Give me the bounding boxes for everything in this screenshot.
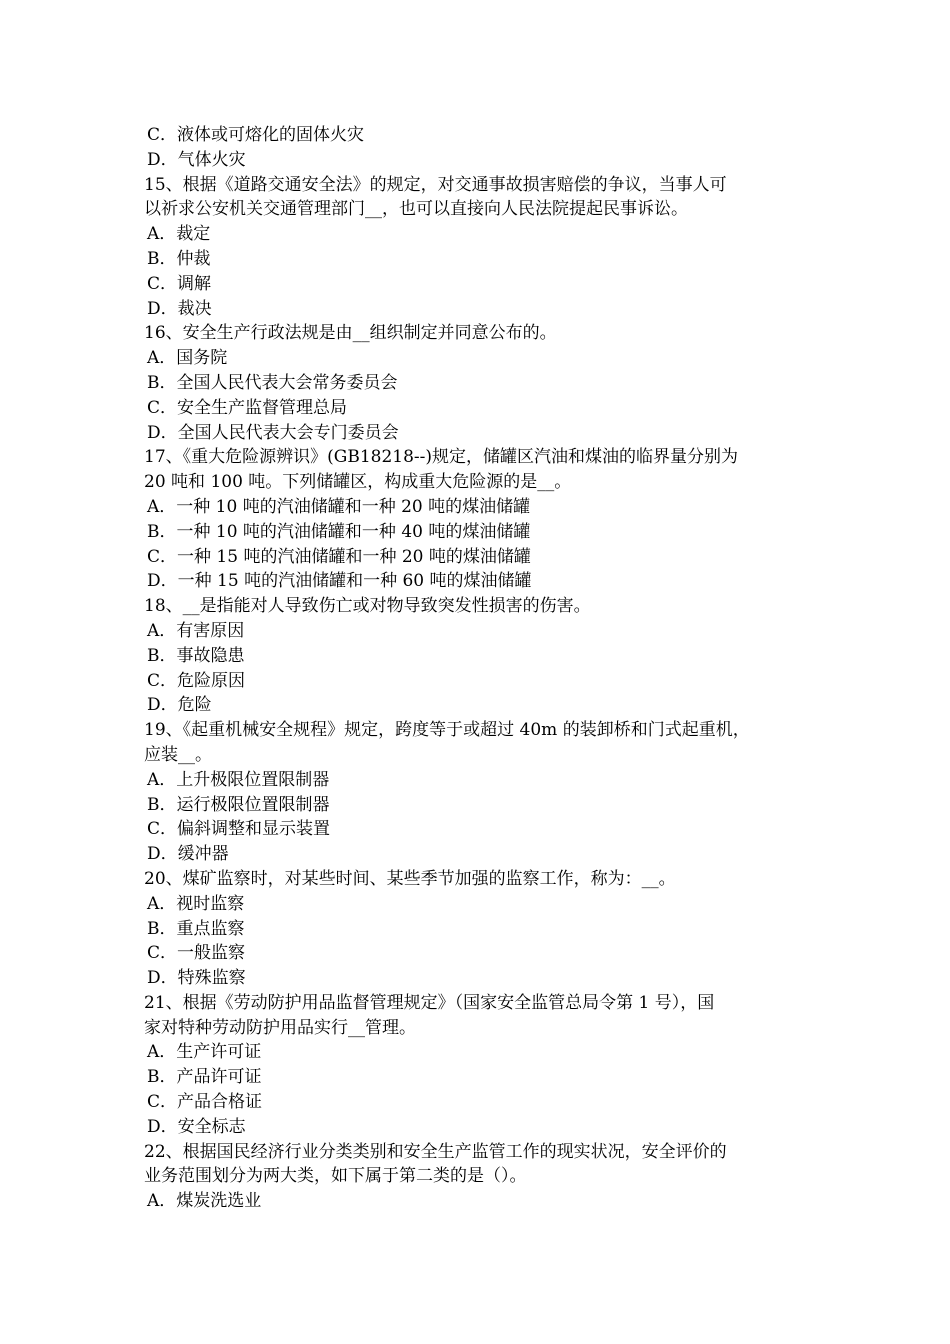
option-a-q17: A．一种 10 吨的汽油储罐和一种 20 吨的煤油储罐: [147, 496, 531, 517]
option-a-q19: A．上升极限位置限制器: [147, 769, 330, 790]
option-d-q21: D．安全标志: [147, 1116, 246, 1137]
option-b-q18: B．事故隐患: [147, 645, 245, 666]
option-c-q15: C．调解: [147, 273, 212, 294]
question-15-line-1: 15、根据《道路交通安全法》的规定，对交通事故损害赔偿的争议，当事人可: [144, 174, 727, 195]
question-22-line-1: 22、根据国民经济行业分类类别和安全生产监管工作的现实状况，安全评价的: [144, 1141, 727, 1162]
option-d-q16: D．全国人民代表大会专门委员会: [147, 422, 399, 443]
option-b-q16: B．全国人民代表大会常务委员会: [147, 372, 398, 393]
option-c-q18: C．危险原因: [147, 670, 246, 691]
option-d-q17: D．一种 15 吨的汽油储罐和一种 60 吨的煤油储罐: [147, 571, 532, 592]
option-d-q20: D．特殊监察: [147, 968, 246, 989]
question-19-line-1: 19、《起重机械安全规程》规定，跨度等于或超过 40m 的装卸桥和门式起重机，: [144, 720, 750, 741]
option-d-q19: D．缓冲器: [147, 844, 229, 865]
question-17-line-2: 20 吨和 100 吨。下列储罐区，构成重大危险源的是__。: [144, 472, 572, 493]
option-a-q16: A．国务院: [147, 348, 228, 369]
option-c-q20: C．一般监察: [147, 943, 246, 964]
option-d-q18: D．危险: [147, 695, 212, 716]
question-15-line-2: 以祈求公安机关交通管理部门__，也可以直接向人民法院提起民事诉讼。: [144, 199, 688, 220]
option-a-q21: A．生产许可证: [147, 1042, 262, 1063]
question-22-line-2: 业务范围划分为两大类，如下属于第二类的是（）。: [144, 1166, 527, 1187]
question-21-line-1: 21、根据《劳动防护用品监督管理规定》（国家安全监管总局令第 1 号），国: [144, 992, 715, 1013]
option-b-q17: B．一种 10 吨的汽油储罐和一种 40 吨的煤油储罐: [147, 521, 531, 542]
option-b-q15: B．仲裁: [147, 248, 211, 269]
option-a-q22: A．煤炭洗选业: [147, 1191, 262, 1212]
option-d-q15: D．裁决: [147, 298, 212, 319]
question-19-line-2: 应装__。: [144, 744, 212, 765]
question-18: 18、__是指能对人导致伤亡或对物导致突发性损害的伤害。: [144, 596, 591, 617]
option-c-q21: C．产品合格证: [147, 1092, 263, 1113]
option-a-q20: A．视时监察: [147, 893, 245, 914]
question-17-line-1: 17、《重大危险源辨识》(GB18218--)规定，储罐区汽油和煤油的临界量分别为: [144, 447, 739, 468]
question-20: 20、煤矿监察时，对某些时间、某些季节加强的监察工作，称为：__。: [144, 868, 676, 889]
option-a-q18: A．有害原因: [147, 620, 245, 641]
option-c-q17: C．一种 15 吨的汽油储罐和一种 20 吨的煤油储罐: [147, 546, 531, 567]
question-21-line-2: 家对特种劳动防护用品实行__管理。: [144, 1017, 416, 1038]
question-16: 16、安全生产行政法规是由__组织制定并同意公布的。: [144, 323, 557, 344]
document-body: [144, 123, 816, 1214]
option-c-q14: C．液体或可熔化的固体火灾: [147, 125, 365, 145]
option-b-q19: B．运行极限位置限制器: [147, 794, 330, 815]
option-b-q21: B．产品许可证: [147, 1067, 262, 1088]
option-d-q14: D．气体火灾: [147, 149, 246, 170]
option-a-q15: A．裁定: [147, 224, 211, 245]
option-b-q20: B．重点监察: [147, 918, 245, 939]
option-c-q16: C．安全生产监督管理总局: [147, 397, 348, 418]
option-c-q19: C．偏斜调整和显示装置: [147, 819, 331, 840]
